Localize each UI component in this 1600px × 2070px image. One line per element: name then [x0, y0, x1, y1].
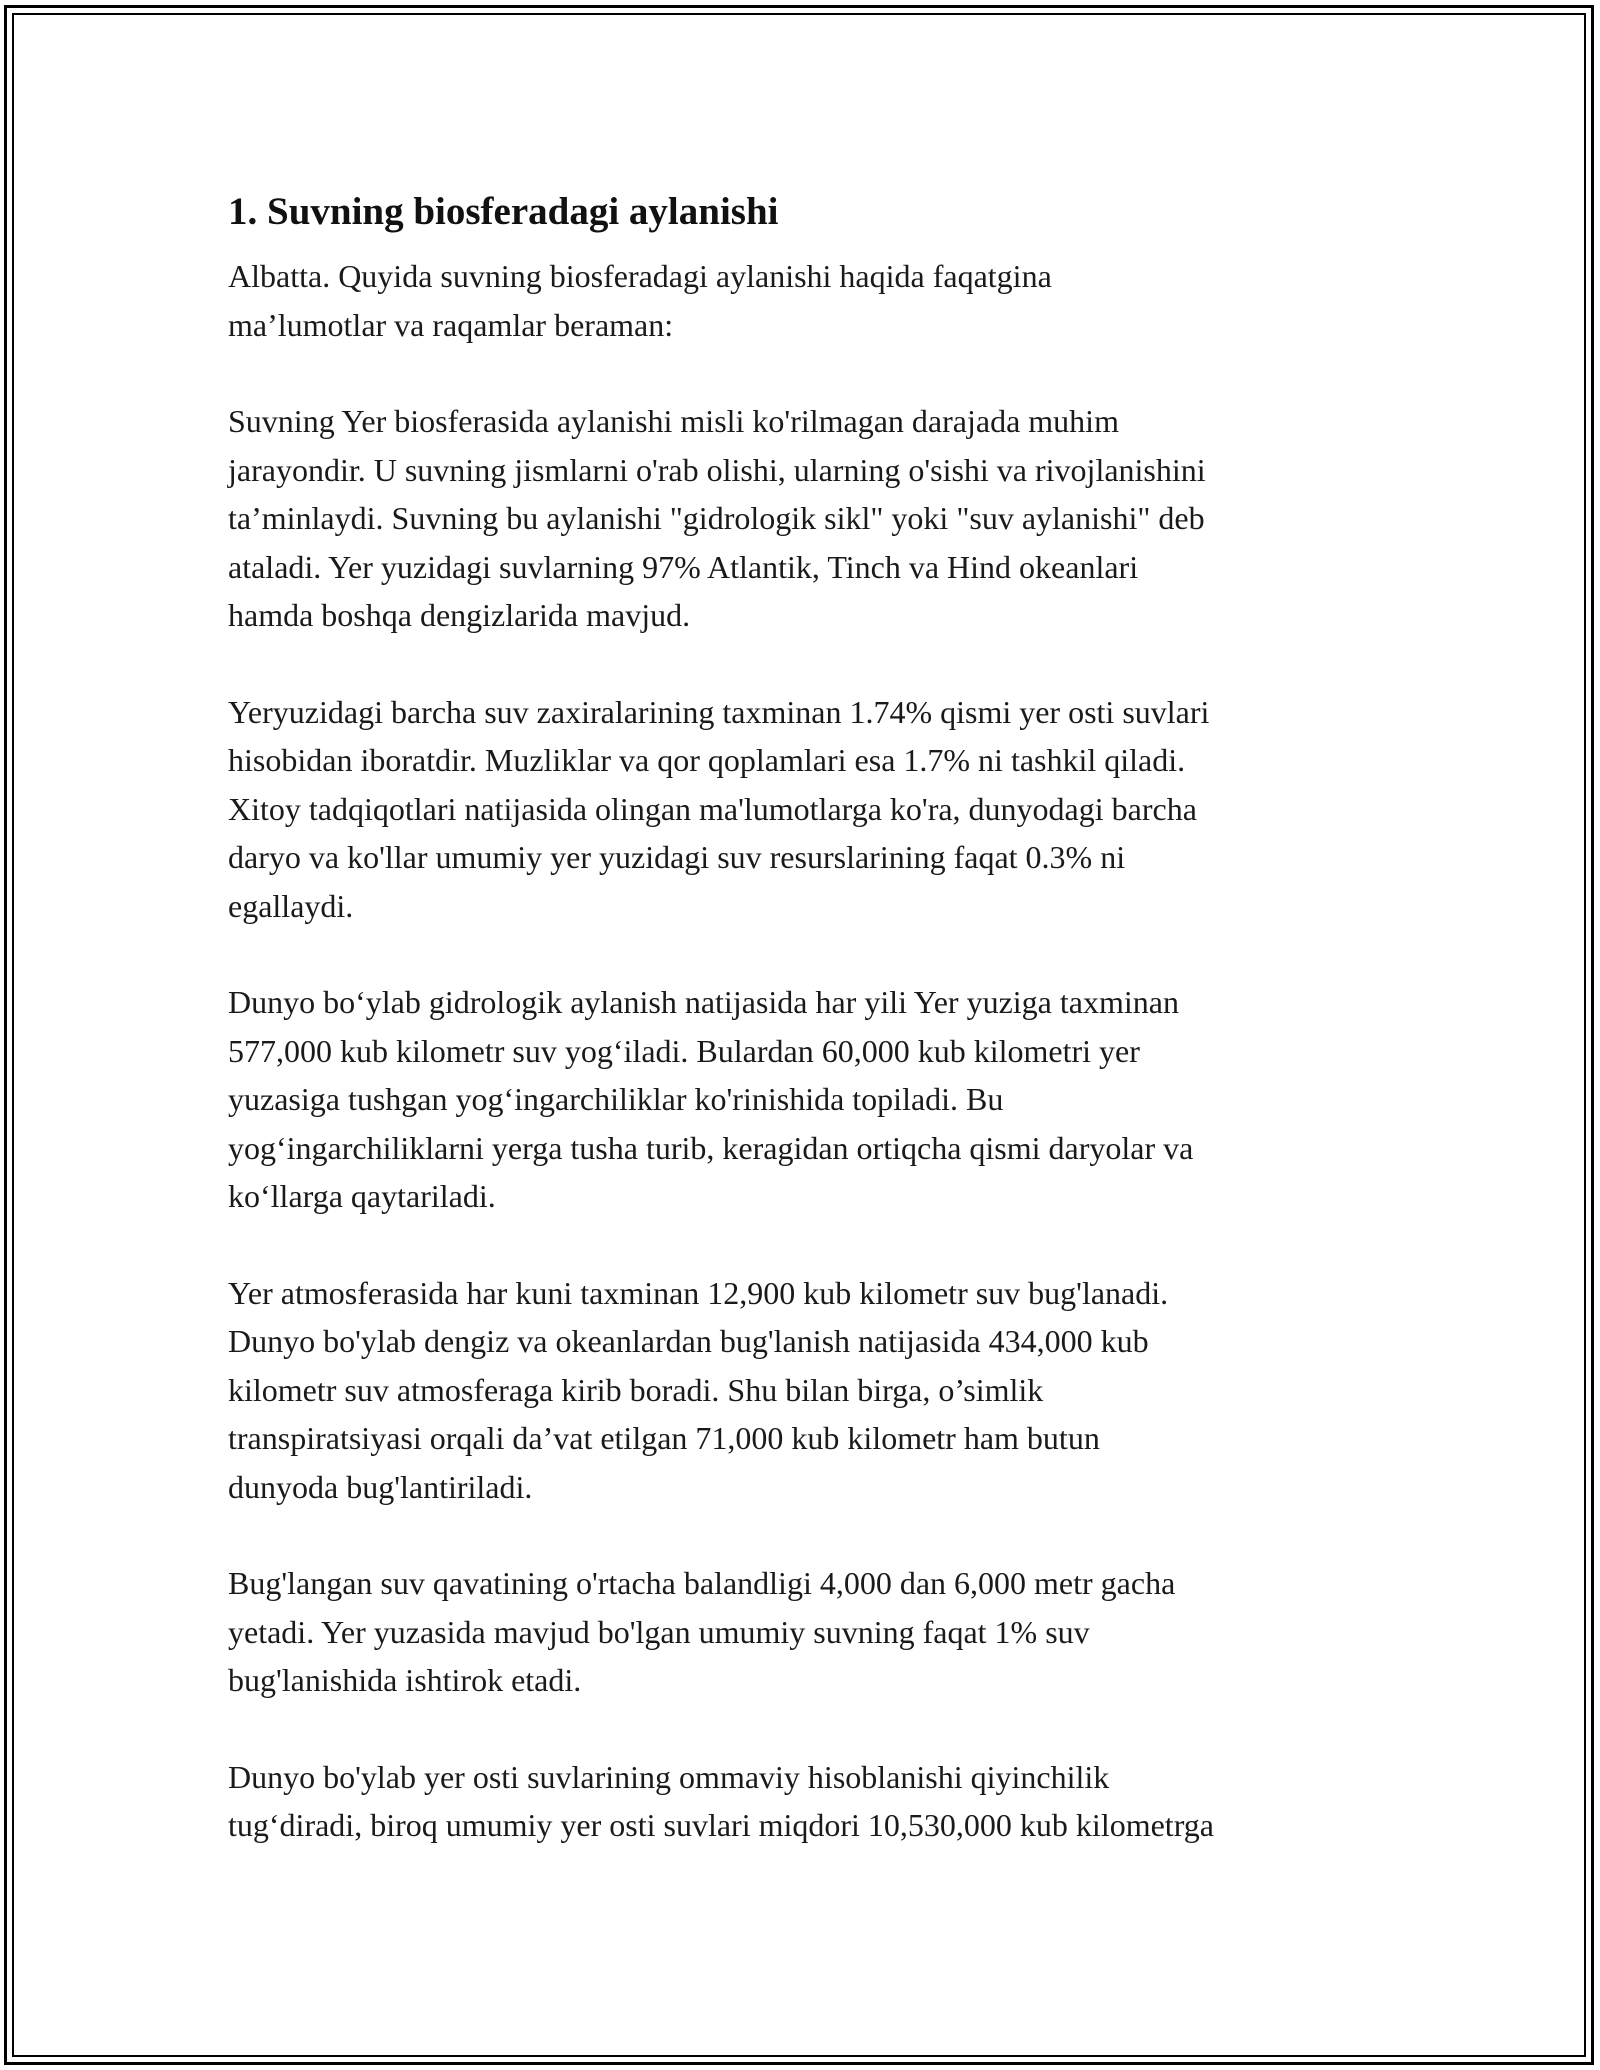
paragraph-vapor-height: Bug'langan suv qavatining o'rtacha balandligi 4,000 dan 6,000 metr gacha yetadi. Yer yuzasida mavjud bo'lgan umumiy suvning faqat 1% suv bug'lanishida ishtirok etadi.	[228, 1565, 1176, 1698]
paragraph-precipitation: Dunyo bo‘ylab gidrologik aylanish natijasida har yili Yer yuziga taxminan 577,000 kub kilometr suv yog‘iladi. Bulardan 60,000 kub kilometri yer yuzasiga tushgan yog‘ingarchiliklar ko'rinishida topiladi. Bu yog‘ingarchiliklarni yerga tusha turib, keragidan ortiqcha qismi daryolar va ko‘llarga qaytariladi.	[228, 984, 1194, 1214]
paragraph-water-reserves: Yeryuzidagi barcha suv zaxiralarining taxminan 1.74% qismi yer osti suvlari hisobidan iboratdir. Muzliklar va qor qoplamlari esa 1.7% ni tashkil qiladi. Xitoy tadqiqotlari natijasida olingan ma'lumotlarga ko'ra, dunyodagi barcha daryo va ko'llar umumiy yer yuzidagi suv resurslarining faqat 0.3% ni egallaydi.	[228, 693, 1210, 924]
intro-paragraph: Albatta. Quyida suvning biosferadagi aylanishi haqida faqatgina ma’lumotlar va raqamlar beraman:	[228, 258, 1052, 343]
section-title: 1. Suvning biosferadagi aylanishi	[228, 190, 779, 233]
document-body	[228, 186, 1390, 1898]
paragraph-evaporation: Yer atmosferasida har kuni taxminan 12,900 kub kilometr suv bug'lanadi. Dunyo bo'ylab dengiz va okeanlardan bug'lanish natijasida 434,000 kub kilometr suv atmosferaga kirib boradi. Shu bilan birga, o’simlik transpiratsiyasi orqali da’vat etilgan 71,000 kub kilometr ham butun dunyoda bug'lantiriladi.	[228, 1274, 1169, 1505]
paragraph-hydrologic-cycle: Suvning Yer biosferasida aylanishi misli ko'rilmagan darajada muhim jarayondir. U suvning jismlarni o'rab olishi, ularning o'sishi va rivojlanishini ta’minlaydi. Suvning bu aylanishi "gidrologik sikl" yoki "suv aylanishi" deb ataladi. Yer yuzidagi suvlarning 97% Atlantik, Tinch va Hind okeanlari hamda boshqa dengizlarida mavjud.	[228, 403, 1206, 633]
paragraph-groundwater: Dunyo bo'ylab yer osti suvlarining ommaviy hisoblanishi qiyinchilik tug‘diradi, biroq umumiy yer osti suvlari miqdori 10,530,000 kub kilometrga	[228, 1758, 1214, 1843]
